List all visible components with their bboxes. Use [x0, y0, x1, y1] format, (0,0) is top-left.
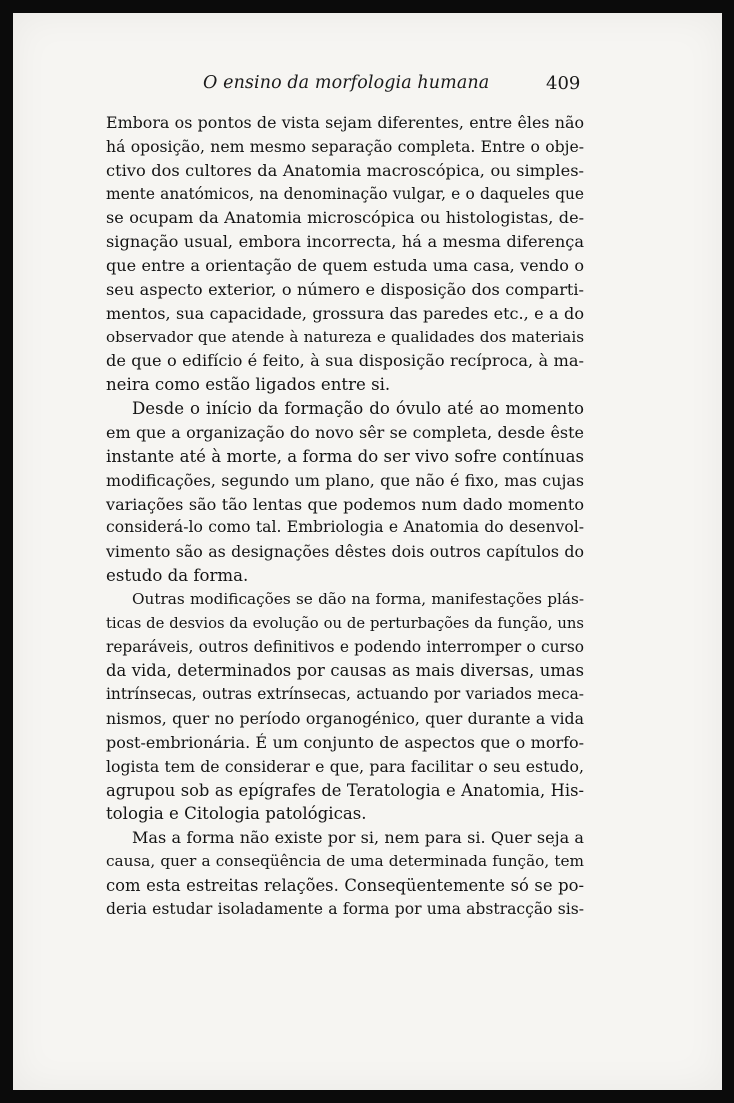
- text-line: signação usual, embora incorrecta, há a mesma diferença: [106, 232, 584, 252]
- text-line: causa, quer a conseqüência de uma determinada função, tem: [106, 852, 584, 871]
- text-line: Mas a forma não existe por si, nem para si. Quer seja a: [132, 828, 584, 848]
- text-line: Outras modificações se dão na forma, manifestações plás-: [132, 589, 584, 608]
- text-line: neira como estão ligados entre si.: [106, 375, 391, 395]
- text-line: ticas de desvios da evolução ou de perturbações da função, uns: [106, 614, 584, 632]
- book-page: [13, 13, 722, 1090]
- text-line: Embora os pontos de vista sejam diferentes, entre êles não: [106, 113, 584, 132]
- text-line: há oposição, nem mesmo separação completa. Entre o obje-: [106, 136, 584, 156]
- text-line: Desde o início da formação do óvulo até ao momento: [132, 399, 584, 419]
- body-text: [106, 111, 584, 922]
- text-line: agrupou sob as epígrafes de Teratologia e Anatomia, His-: [106, 780, 584, 800]
- text-line: intrínsecas, outras extrínsecas, actuando por variados meca-: [106, 685, 584, 704]
- text-line: post-embrionária. É um conjunto de aspectos que o morfo-: [106, 732, 584, 752]
- text-line: deria estudar isoladamente a forma por uma abstracção sis-: [106, 899, 584, 918]
- text-line: logista tem de considerar e que, para facilitar o seu estudo,: [106, 756, 584, 776]
- text-line: vimento são as designações dêstes dois outros capítulos do: [106, 542, 584, 562]
- text-line: em que a organização do novo sêr se completa, desde êste: [106, 422, 584, 442]
- text-line: mente anatómicos, na denominação vulgar, e o daqueles que: [106, 184, 584, 203]
- text-line: se ocupam da Anatomia microscópica ou histologistas, de-: [106, 208, 584, 228]
- text-line: instante até à morte, a forma do ser vivo sofre contínuas: [106, 446, 584, 466]
- text-line: que entre a orientação de quem estuda uma casa, vendo o: [106, 256, 584, 276]
- running-title: O ensino da morfologia humana: [203, 73, 490, 93]
- text-line: modificações, segundo um plano, que não é fixo, mas cujas: [106, 470, 584, 490]
- text-line: estudo da forma.: [106, 566, 249, 586]
- text-line: variações são tão lentas que podemos num dado momento: [106, 494, 584, 514]
- text-line: observador que atende à natureza e qualidades dos materiais: [106, 327, 584, 346]
- text-line: da vida, determinados por causas as mais diversas, umas: [106, 661, 584, 681]
- text-line: reparáveis, outros definitivos e podendo interromper o curso: [106, 637, 584, 656]
- text-line: tologia e Citologia patológicas.: [106, 804, 367, 824]
- text-line: considerá-lo como tal. Embriologia e Anatomia do desenvol-: [106, 518, 584, 537]
- text-line: ctivo dos cultores da Anatomia macroscópica, ou simples-: [106, 160, 584, 180]
- page-number: 409: [546, 73, 581, 94]
- text-line: nismos, quer no período organogénico, quer durante a vida: [106, 709, 584, 729]
- paragraph-4: [106, 826, 584, 921]
- paragraph-1: [106, 111, 584, 397]
- text-line: com esta estreitas relações. Conseqüentemente só se po-: [106, 876, 584, 895]
- running-head: [13, 73, 722, 103]
- text-line: de que o edifício é feito, à sua disposição recíproca, à ma-: [106, 351, 584, 371]
- paragraph-2: [106, 397, 584, 588]
- paragraph-3: [106, 588, 584, 826]
- text-line: seu aspecto exterior, o número e disposição dos comparti-: [106, 279, 584, 299]
- text-line: mentos, sua capacidade, grossura das paredes etc., e a do: [106, 303, 584, 323]
